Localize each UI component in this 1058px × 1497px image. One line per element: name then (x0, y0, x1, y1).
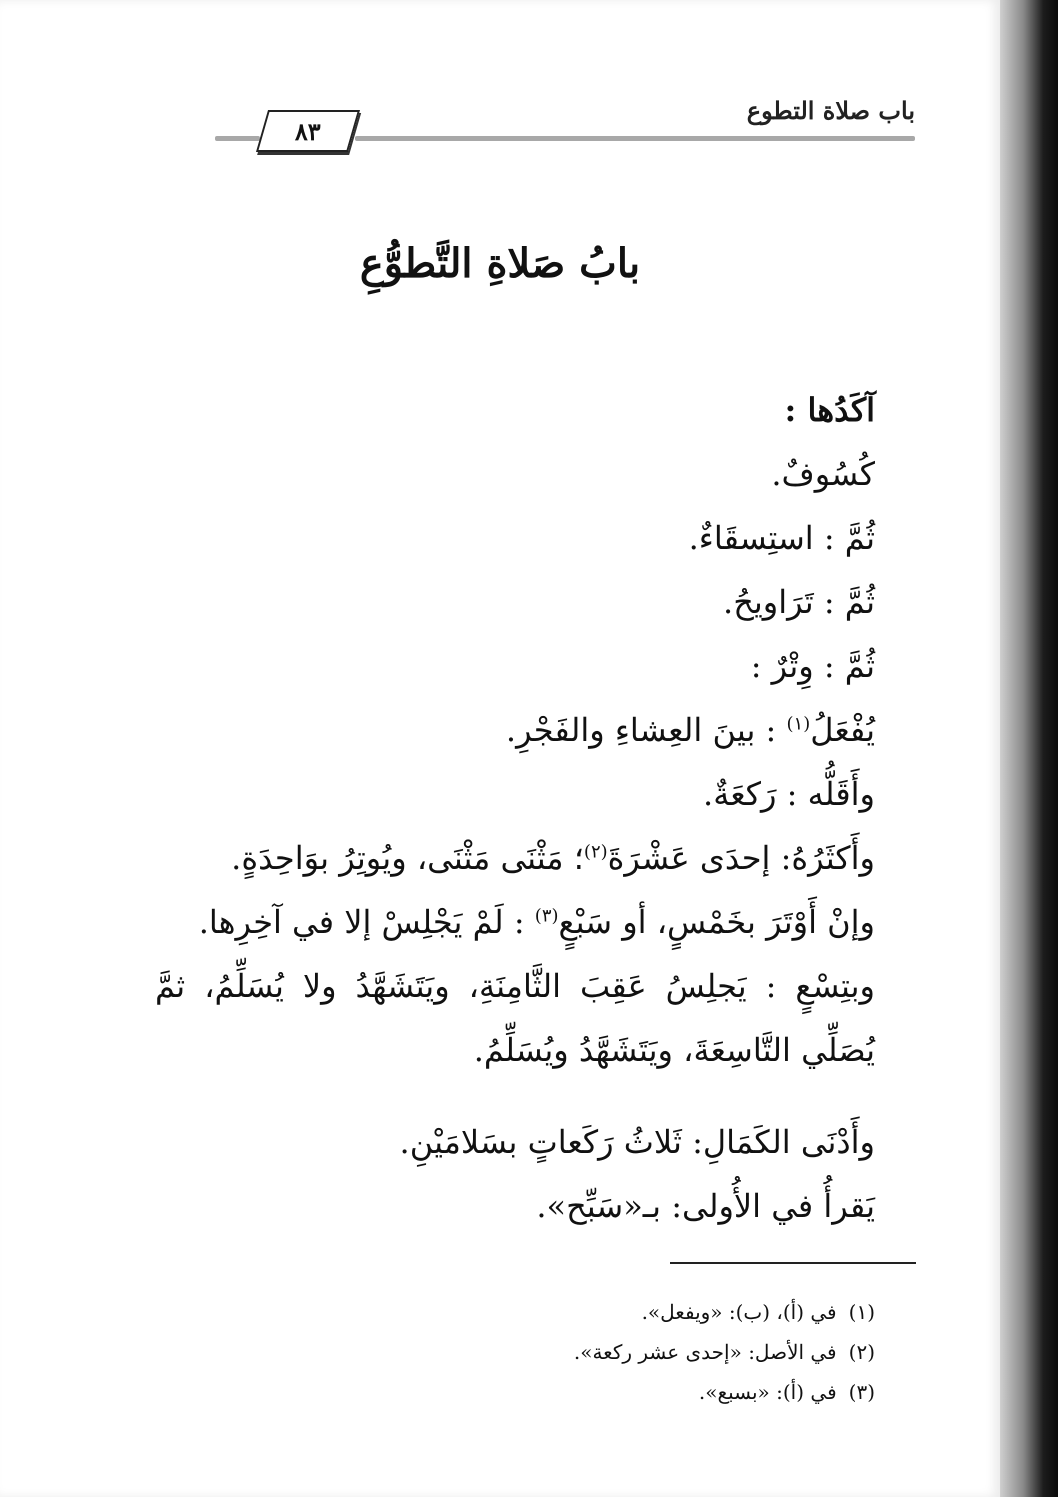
body-line-3: ثُمَّ : استِسقَاءٌ. (688, 519, 875, 557)
body-line-9-end: : لَمْ يَجْلِسْ إلا في آخِرِها. (198, 903, 525, 941)
footnote-ref-3: (٣) (534, 905, 559, 927)
footnote-ref-1: (١) (786, 713, 811, 735)
book-spine-shadow (1000, 0, 1058, 1497)
body-line-4: ثُمَّ : تَرَاويحُ. (723, 583, 875, 621)
body-line-8 (155, 826, 875, 890)
body-line-8-end: ؛ مَثْنَى مَثْنَى، ويُوتِرُ بوَاحِدَةٍ. (231, 839, 584, 877)
body-text (155, 378, 875, 1238)
page-number-box (256, 110, 360, 152)
body-line-5: ثُمَّ : وِتْرٌ : (750, 647, 875, 685)
body-line-12: وأَدْنَى الكَمَالِ: ثَلاثُ رَكَعاتٍ بسَلامَيْنِ. (399, 1123, 875, 1161)
page-number: ٨٣ (295, 116, 321, 146)
body-line-2: كُسُوفٌ. (771, 455, 875, 493)
footnote-ref-2: (٢) (583, 841, 608, 863)
body-line-6 (155, 698, 875, 762)
footnote-2 (155, 1332, 875, 1372)
footnote-rule (670, 1262, 916, 1264)
body-line-1: آكَدُها : (784, 391, 875, 429)
paragraph-gap (155, 1082, 875, 1110)
header-rule-right (355, 136, 915, 141)
footnote-text: في (أ)، (ب): «ويفعل». (641, 1300, 837, 1324)
footnote-1 (155, 1292, 875, 1332)
footnote-text: في الأصل: «إحدى عشر ركعة». (573, 1340, 837, 1364)
chapter-title: بابُ صَلاةِ التَّطوُّعِ (359, 240, 641, 287)
footnote-3 (155, 1372, 875, 1412)
body-line-7: وأَقَلُّه : رَكعَةٌ. (703, 775, 875, 813)
body-line-11: يُصَلِّي التَّاسِعَةَ، ويَتَشَهَّدُ ويُسَلِّمُ. (473, 1031, 875, 1069)
footnote-number: (١) (848, 1300, 875, 1324)
body-line-8-start: وأَكثَرُهُ: إحدَى عَشْرَةَ (607, 839, 875, 877)
footnote-number: (٣) (848, 1380, 875, 1404)
body-line-6-start: يُفْعَلُ (810, 711, 875, 749)
footnote-number: (٢) (848, 1340, 875, 1364)
header-rule-left (215, 136, 260, 141)
body-line-9 (155, 890, 875, 954)
footnote-text: في (أ): «بسبع». (698, 1380, 837, 1404)
body-line-6-end: : بينَ العِشاءِ والفَجْرِ. (505, 711, 777, 749)
footnotes (155, 1292, 875, 1412)
body-line-13: يَقرأُ في الأُولى: بـ«سَبِّح». (536, 1187, 875, 1225)
body-line-10: وبتِسْعٍ : يَجلِسُ عَقِبَ الثَّامِنَةِ، ويَتَشَهَّدُ ولا يُسَلِّمُ، ثمَّ (155, 967, 875, 1005)
running-header: باب صلاة التطوع (746, 96, 915, 125)
body-line-9-start: وإنْ أَوْتَرَ بخَمْسٍ، أو سَبْعٍ (558, 903, 875, 941)
